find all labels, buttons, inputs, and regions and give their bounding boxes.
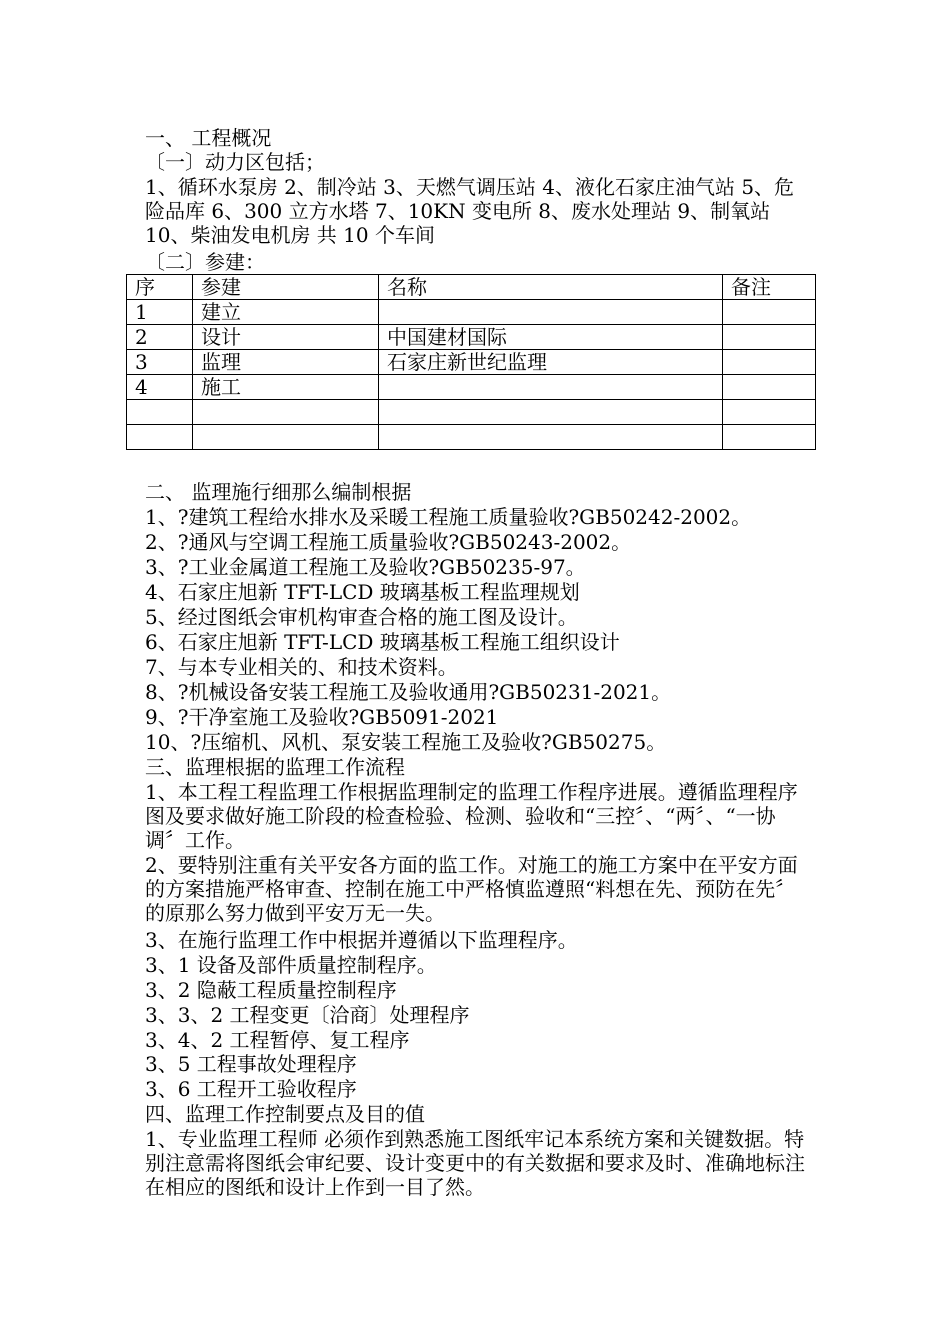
table-cell [723, 375, 816, 400]
table-cell [379, 375, 723, 400]
section-3-heading: 三、监理根据的监理工作流程 [145, 755, 405, 779]
table-cell [723, 300, 816, 325]
table-row [127, 325, 816, 350]
procedure-item: 3、在施行监理工作中根据并遵循以下监理程序。 [145, 928, 578, 952]
table-row [127, 350, 816, 375]
table-cell [193, 400, 379, 425]
section-2-heading: 二、 监理施行细那么编制根据 [145, 480, 412, 504]
section-1-heading: 一、 工程概况 [145, 126, 272, 150]
procedure-item: 3、2 隐蔽工程质量控制程序 [145, 978, 397, 1002]
procedure-item: 3、5 工程事故处理程序 [145, 1052, 357, 1076]
section-1-subheading-1: 〔一〕动力区包括； [145, 150, 325, 174]
table-row [127, 400, 816, 425]
workflow-paragraph-1: 1、本工程工程监理工作根据监理制定的监理工作程序进展。遵循监理程序图及要求做好施工阶段的检查检验、检测、验收和“三控〞、“两〞、“一协调〞工作。 [145, 780, 798, 852]
table-cell [723, 325, 816, 350]
participants-table [126, 274, 816, 450]
table-cell [379, 300, 723, 325]
basis-item: 5、经过图纸会审机构审查合格的施工图及设计。 [145, 605, 578, 629]
table-cell [723, 350, 816, 375]
basis-item: 4、石家庄旭新 TFT-LCD 玻璃基板工程监理规划 [145, 580, 580, 604]
table-cell: 中国建材国际 [379, 325, 723, 350]
basis-item: 7、与本专业相关的、和技术资料。 [145, 655, 458, 679]
section-4-heading: 四、监理工作控制要点及目的值 [145, 1102, 425, 1126]
table-row [127, 375, 816, 400]
table-cell: 施工 [193, 375, 379, 400]
table-cell: 监理 [193, 350, 379, 375]
basis-item: 9、?干净室施工及验收?GB5091-2021 [145, 705, 499, 729]
workshop-list-paragraph: 1、循环水泵房 2、制冷站 3、天燃气调压站 4、液化石家庄油气站 5、危险品库 6、300 立方水塔 7、10KN 变电所 8、废水处理站 9、制氧站 10、柴油发电机房 共 10 个车间 [145, 175, 795, 247]
table-header-cell: 名称 [379, 275, 723, 300]
table-cell [379, 400, 723, 425]
procedure-item: 3、3、2 工程变更〔洽商〕处理程序 [145, 1003, 470, 1027]
basis-item: 10、?压缩机、风机、泵安装工程施工及验收?GB50275。 [145, 730, 667, 754]
procedure-item: 3、1 设备及部件质量控制程序。 [145, 953, 437, 977]
table-cell: 2 [127, 325, 193, 350]
table-cell [723, 425, 816, 450]
table-cell: 设计 [193, 325, 379, 350]
basis-item: 1、?建筑工程给水排水及采暖工程施工质量验收?GB50242-2002。 [145, 505, 752, 529]
basis-item: 8、?机械设备安装工程施工及验收通用?GB50231-2021。 [145, 680, 672, 704]
table-row [127, 300, 816, 325]
table-header-row [127, 275, 816, 300]
table-cell [723, 400, 816, 425]
procedure-item: 3、6 工程开工验收程序 [145, 1077, 357, 1101]
procedure-item: 3、4、2 工程暂停、复工程序 [145, 1028, 410, 1052]
workflow-paragraph-2: 2、要特别注重有关平安各方面的监工作。对施工的施工方案中在平安方面的方案措施严格审查、控制在施工中严格慎监遵照“料想在先、预防在先〞的原那么努力做到平安万无一失。 [145, 853, 798, 925]
basis-item: 6、石家庄旭新 TFT-LCD 玻璃基板工程施工组织设计 [145, 630, 620, 654]
basis-item: 2、?通风与空调工程施工质量验收?GB50243-2002。 [145, 530, 632, 554]
table-cell: 建立 [193, 300, 379, 325]
table-cell: 4 [127, 375, 193, 400]
table-cell [193, 425, 379, 450]
table-cell: 3 [127, 350, 193, 375]
table-header-cell: 序 [127, 275, 193, 300]
table-cell [127, 425, 193, 450]
table-header-cell: 备注 [723, 275, 816, 300]
table-cell: 石家庄新世纪监理 [379, 350, 723, 375]
table-row [127, 425, 816, 450]
table-cell [379, 425, 723, 450]
table-cell [127, 400, 193, 425]
table-header-cell: 参建 [193, 275, 379, 300]
table-cell: 1 [127, 300, 193, 325]
basis-item: 3、?工业金属道工程施工及验收?GB50235-97。 [145, 555, 586, 579]
control-points-paragraph: 1、专业监理工程师 必须作到熟悉施工图纸牢记本系统方案和关键数据。特别注意需将图纸会审纪要、设计变更中的有关数据和要求及时、准确地标注在相应的图纸和设计上作到一目了然。 [145, 1127, 805, 1199]
section-1-subheading-2: 〔二〕参建： [145, 250, 265, 274]
